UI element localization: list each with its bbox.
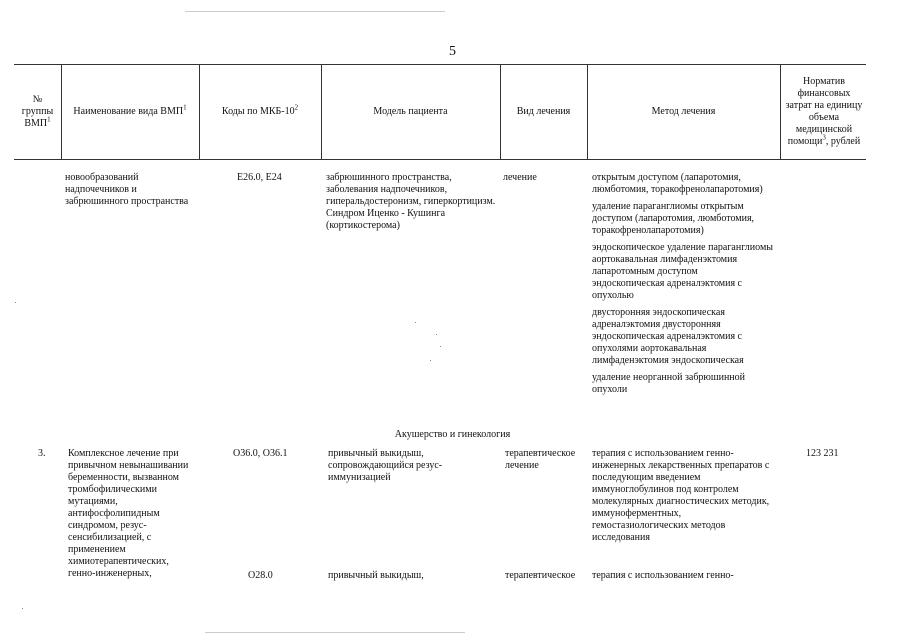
scan-speck: [415, 322, 416, 323]
scan-speck: [15, 302, 16, 303]
row1-vmp-name: новообразований надпочечников и забрюшинного пространства: [65, 172, 189, 207]
scan-artifact-top: [185, 11, 445, 12]
header-treatment-method: Метод лечения: [651, 105, 716, 117]
row2-mkb-codes-b: O28.0: [248, 570, 273, 581]
row2-mkb-codes-a: O36.0, O36.1: [233, 448, 288, 459]
row2-treatment-method-a: терапия с использованием генно-инженерных лекарственных препаратов с последующим введением иммуноглобулинов под контролем молекулярных диагностических методик, иммуноферментных, гемостазиологических методов исследования: [592, 448, 770, 543]
row2-treatment-type-a: терапевтическое лечение: [505, 448, 576, 471]
header-divider: [780, 64, 781, 160]
method-item: двусторонняя эндоскопическая адреналэктомия двусторонняя эндоскопическая адреналэктомия с опухолями аортокавальная лимфаденэктомия эндоскопическая: [592, 307, 744, 366]
scan-speck: [440, 346, 441, 347]
method-item: удаление параганглиомы открытым доступом (лапаротомия, люмботомия, торакофренолапаротомия): [592, 201, 755, 236]
header-vmp-name: Наименование вида ВМП$^1$: [73, 103, 187, 117]
section-title: Акушерство и гинекология: [394, 429, 511, 440]
scan-artifact-bottom: [205, 632, 465, 633]
row2-treatment-method-b: терапия с использованием генно-: [592, 570, 734, 581]
method-item: эндоскопическая адреналэктомия с опухолью: [592, 278, 742, 301]
row2-patient-model-a: привычный выкидыш, сопровождающийся резус-иммунизацией: [328, 448, 443, 483]
scan-speck: [22, 608, 23, 609]
header-treatment-type: Вид лечения: [516, 105, 571, 117]
row2-group-number: 3.: [38, 448, 46, 459]
row1-mkb-codes: E26.0, E24: [237, 172, 282, 183]
method-item: удаление неорганной забрюшинной опухоли: [592, 372, 745, 395]
header-bottom-border: [14, 159, 866, 160]
row2-patient-model-b: привычный выкидыш,: [328, 570, 424, 581]
row2-treatment-type-b: терапевтическое: [505, 570, 576, 581]
row2-norm-value: 123 231: [806, 448, 839, 459]
header-group-number: № группы ВМП$^1$: [21, 93, 54, 129]
header-norm: Норматив финансовых затрат на единицу объема медицинской помощи$^3$, рублей: [785, 75, 863, 147]
row1-treatment-type: лечение: [503, 172, 537, 183]
header-patient-model: Модель пациента: [373, 105, 448, 117]
method-item: эндоскопическое удаление параганглиомы аортокавальная лимфаденэктомия лапаротомным доступом: [592, 242, 774, 277]
scan-speck: [430, 360, 431, 361]
scan-speck: [436, 334, 437, 335]
row1-patient-model: забрюшинного пространства, заболевания надпочечников, гиперальдостеронизм, гиперкортицизм. Синдром Иценко - Кушинга (кортикостерома): [326, 172, 496, 231]
header-mkb-codes: Коды по МКБ-$10^2$: [221, 103, 299, 117]
page-number: 5: [449, 44, 456, 59]
row1-treatment-methods: [592, 172, 780, 401]
method-item: открытым доступом (лапаротомия, люмботомия, торакофренолапаротомия): [592, 172, 763, 195]
row2-vmp-name: Комплексное лечение при привычном невынашивании беременности, вызванном тромбофилическими мутациями, антифосфолипидным синдромом, резус-сенсибилизацией, с применением химиотерапевтических, генно-инженерных,: [68, 448, 189, 579]
